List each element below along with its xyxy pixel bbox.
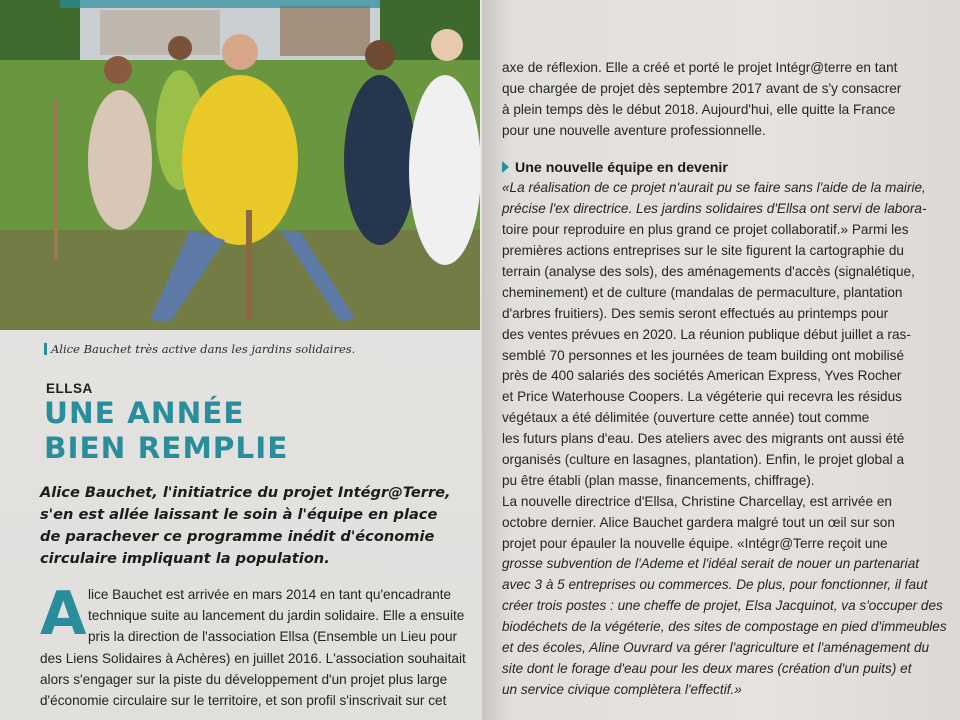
body-line: semblé 70 personnes et les journées de team building ont mobilisé [502, 347, 905, 363]
body-line: biodéchets de la végéterie, des sites de compostage en pied d'immeubles [502, 619, 947, 635]
body-line: alors s'engager sur la piste du développement d'un projet plus large [40, 671, 448, 687]
body-line: les futurs plans d'eau. Des ateliers avec des migrants ont aussi été [502, 431, 905, 447]
body-line: terrain (analyse des sols), des aménagements d'accès (signalétique, [502, 264, 915, 280]
body-right-column [502, 58, 947, 701]
body-line: végétaux a été délimitée (ouverture cette année) tout comme [502, 410, 870, 426]
body-line: d'économie circulaire sur le territoire, et son profil s'inscrivait sur cet [40, 692, 447, 708]
body-line: octobre dernier. Alice Bauchet gardera malgré tout un œil sur son [502, 514, 895, 530]
headline-line-2: BIEN REMPLIE [44, 431, 289, 465]
caption-bar [44, 343, 47, 355]
body-line: lice Bauchet est arrivée en mars 2014 en tant qu'encadrante [88, 587, 452, 602]
paragraph-gap [502, 142, 942, 158]
photo-caption-text: Alice Bauchet très active dans les jardins solidaires. [51, 342, 356, 356]
subhead-text: Une nouvelle équipe en devenir [515, 159, 728, 176]
body-line: organisés (culture en lasagnes, plantation). Enfin, le projet global a [502, 452, 905, 468]
article-photo [0, 0, 480, 330]
photo-caption [44, 342, 464, 356]
lead-line: circulaire impliquant la population. [40, 550, 330, 567]
triangle-bullet-icon [502, 161, 509, 173]
body-line: premières actions entreprises sur le site figurent la cartographie du [502, 243, 904, 259]
body-line: des Liens Solidaires à Achères) en juillet 2016. L'association souhaitait [40, 650, 466, 666]
lead-line: s'en est allée laissant le soin à l'équipe en place [40, 506, 438, 523]
body-line: pris la direction de l'association Ellsa (Ensemble un Lieu pour [88, 629, 458, 645]
body-line: près de 400 salariés des sociétés American Express, Yves Rocher [502, 368, 902, 384]
body-line: technique suite au lancement du jardin solidaire. Elle a ensuite [88, 608, 465, 624]
lead-line: de parachever ce programme inédit d'économie [40, 528, 435, 545]
body-line: pour une nouvelle aventure professionnelle. [502, 122, 766, 138]
right-lines [502, 178, 947, 700]
body-line: créer trois postes : une cheffe de projet, Elsa Jacquinot, va s'occuper des [502, 598, 943, 614]
body-line: précise l'ex directrice. Les jardins solidaires d'Ellsa ont servi de labora- [502, 201, 927, 217]
body-line: que chargée de projet dès septembre 2017 avant de s'y consacrer [502, 80, 902, 96]
lead-line: Alice Bauchet, l'initiatrice du projet Intégr@Terre, [40, 484, 451, 501]
body-line: axe de réflexion. Elle a créé et porté le projet Intégr@terre en tant [502, 60, 898, 75]
body-line: à plein temps dès le début 2018. Aujourd'hui, elle quitte la France [502, 101, 896, 117]
body-line: «La réalisation de ce projet n'aurait pu se faire sans l'aide de la mairie, [502, 180, 926, 196]
body-line: et des écoles, Aline Ouvrard va gérer l'agriculture et l'aménagement du [502, 640, 930, 656]
article-headline [44, 396, 464, 466]
body-line: cheminement) et de culture (mandalas de permaculture, plantation [502, 284, 903, 300]
article-lead [40, 482, 470, 570]
body-line: projet pour épauler la nouvelle équipe. «Intégr@Terre reçoit une [502, 535, 888, 551]
body-left-column [40, 579, 476, 711]
article-kicker: ELLSA [46, 381, 93, 396]
body-line: un service civique complètera l'effectif.» [502, 681, 742, 697]
body-line: toire pour reproduire en plus grand ce projet collaboratif.» Parmi les [502, 222, 909, 238]
body-line: et Price Waterhouse Coopers. La végéterie qui recevra les résidus [502, 389, 902, 405]
body-line: site dont le forage d'eau pour les deux mares (création d'un puits) et [502, 660, 912, 676]
body-line: des ventes prévues en 2020. La réunion publique début juillet a ras- [502, 326, 911, 342]
section-subhead [502, 158, 942, 179]
body-line: avec 3 à 5 entreprises ou commerces. De plus, pour fonctionner, il faut [502, 577, 928, 593]
body-line: pu être établi (plan masse, financements, chiffrage). [502, 472, 815, 488]
headline-line-1: UNE ANNÉE [44, 396, 245, 430]
body-line: La nouvelle directrice d'Ellsa, Christine Charcellay, est arrivée en [502, 493, 892, 509]
body-line: grosse subvention de l'Ademe et l'idéal serait de nouer un partenariat [502, 556, 920, 572]
garden-photo-illustration [0, 0, 480, 330]
body-line: d'arbres fruitiers). Des semis seront effectués au printemps pour [502, 305, 889, 321]
dropcap-letter: A [40, 579, 87, 649]
